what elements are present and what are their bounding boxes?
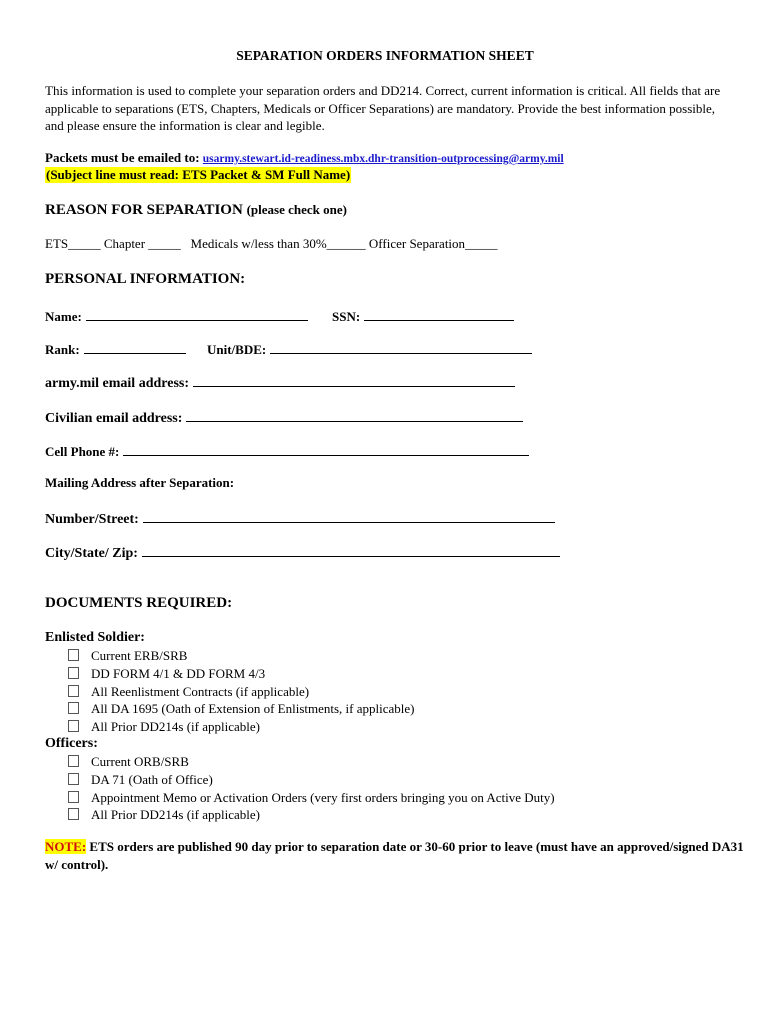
list-item: [68, 647, 415, 665]
packets-line: [45, 150, 564, 167]
personal-heading: PERSONAL INFORMATION:: [45, 271, 246, 287]
reason-option-ets[interactable]: ETS_____: [45, 236, 101, 251]
civilian-email-label: Civilian email address:: [45, 411, 183, 426]
list-item-label: Appointment Memo or Activation Orders (very first orders bringing you on Active Duty): [91, 789, 555, 805]
cell-phone-field-row: [45, 442, 529, 460]
officers-heading: Officers:: [45, 736, 98, 751]
list-item: [68, 718, 415, 736]
civilian-email-input-line[interactable]: [186, 408, 523, 422]
checkbox-icon[interactable]: [68, 755, 79, 767]
list-item: [68, 665, 415, 683]
enlisted-heading: Enlisted Soldier:: [45, 630, 145, 645]
reason-heading-note: (please check one): [246, 202, 347, 217]
checkbox-icon[interactable]: [68, 702, 79, 714]
ssn-field-row: [332, 307, 514, 325]
street-input-line[interactable]: [143, 509, 555, 523]
checkbox-icon[interactable]: [68, 720, 79, 732]
note-paragraph: [45, 838, 745, 874]
mailing-address-label: Mailing Address after Separation:: [45, 475, 235, 490]
reason-options: [45, 236, 498, 252]
checkbox-icon[interactable]: [68, 791, 79, 803]
city-input-line[interactable]: [142, 543, 560, 557]
checkbox-icon[interactable]: [68, 649, 79, 661]
checkbox-icon[interactable]: [68, 667, 79, 679]
rank-field-row: [45, 340, 186, 358]
street-field-row: [45, 509, 555, 529]
army-email-label: army.mil email address:: [45, 376, 190, 391]
list-item-label: All Prior DD214s (if applicable): [91, 807, 260, 823]
unit-field-row: [207, 340, 532, 358]
list-item-label: Current ORB/SRB: [91, 754, 189, 769]
civilian-email-field-row: [45, 408, 523, 428]
list-item-label: Current ERB/SRB: [91, 648, 188, 663]
checkbox-icon[interactable]: [68, 808, 79, 820]
list-item: [68, 700, 415, 718]
unit-input-line[interactable]: [270, 340, 532, 354]
page-title: SEPARATION ORDERS INFORMATION SHEET: [236, 48, 534, 63]
city-field-row: [45, 543, 560, 563]
email-link[interactable]: usarmy.stewart.id-readiness.mbx.dhr-transition-outprocessing@army.mil: [202, 153, 564, 165]
subject-line-note: (Subject line must read: ETS Packet & SM Full Name): [46, 167, 351, 182]
list-item-label: DA 71 (Oath of Office): [91, 771, 213, 787]
street-label: Number/Street:: [45, 512, 139, 527]
list-item: [68, 771, 555, 789]
city-label: City/State/ Zip:: [45, 546, 138, 561]
packets-label: Packets must be emailed to:: [45, 150, 200, 165]
enlisted-documents-list: [68, 647, 415, 736]
reason-option-medicals[interactable]: Medicals w/less than 30%______: [190, 236, 366, 251]
ssn-input-line[interactable]: [364, 307, 514, 321]
note-label: NOTE:: [45, 839, 87, 854]
intro-text: This information is used to complete your separation orders and DD214. Correct, current information is critical. All fields that are applicable to separations (ETS, Chapters, Medicals or Officer Separations) are mandatory. Provide the best information possible, and please ensure the information is clear and legible.: [45, 83, 721, 133]
ssn-label: SSN:: [332, 309, 361, 324]
list-item-label: DD FORM 4/1 & DD FORM 4/3: [91, 665, 266, 681]
list-item-label: All DA 1695 (Oath of Extension of Enlistments, if applicable): [91, 701, 415, 717]
name-input-line[interactable]: [86, 307, 308, 321]
note-text: ETS orders are published 90 day prior to separation date or 30-60 prior to leave (must have an approved/signed DA31 w/ control).: [45, 839, 744, 872]
list-item-label: All Prior DD214s (if applicable): [91, 719, 260, 735]
reason-option-chapter[interactable]: Chapter _____: [103, 236, 181, 251]
unit-label: Unit/BDE:: [207, 342, 267, 357]
cell-phone-label: Cell Phone #:: [45, 444, 120, 459]
intro-paragraph: [45, 82, 735, 135]
checkbox-icon[interactable]: [68, 685, 79, 697]
name-field-row: [45, 307, 308, 325]
list-item: [68, 683, 415, 701]
list-item: [68, 753, 555, 771]
list-item-label: All Reenlistment Contracts (if applicable): [91, 683, 310, 699]
army-email-input-line[interactable]: [193, 373, 515, 387]
list-item: [68, 806, 555, 824]
reason-heading: [45, 201, 347, 219]
cell-phone-input-line[interactable]: [123, 442, 529, 456]
army-email-field-row: [45, 373, 515, 393]
reason-heading-text: REASON FOR SEPARATION: [45, 202, 243, 218]
reason-option-officer[interactable]: Officer Separation_____: [368, 236, 498, 251]
checkbox-icon[interactable]: [68, 773, 79, 785]
rank-input-line[interactable]: [84, 340, 186, 354]
officer-documents-list: [68, 753, 555, 824]
rank-label: Rank:: [45, 342, 80, 357]
name-label: Name:: [45, 309, 82, 324]
documents-heading: DOCUMENTS REQUIRED:: [45, 595, 233, 611]
list-item: [68, 789, 555, 807]
